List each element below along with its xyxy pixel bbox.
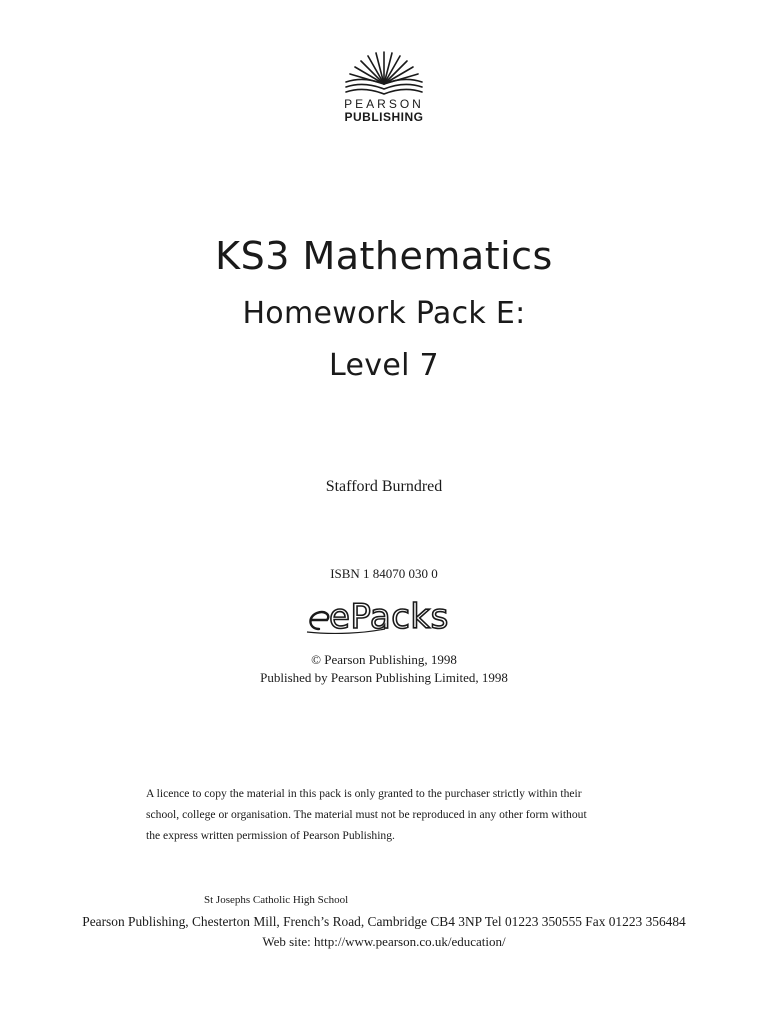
publisher-logo (334, 48, 434, 124)
copyright-notice: © Pearson Publishing, 1998 (311, 652, 457, 667)
open-book-icon (342, 48, 426, 96)
logo-text-publishing: PUBLISHING (344, 110, 424, 124)
publisher-address: Pearson Publishing, Chesterton Mill, French’s Road, Cambridge CB4 3NP Tel 01223 350555 Fax 01223 356484 (82, 914, 686, 929)
book-subtitle-level: Level 7 (329, 348, 439, 383)
epacks-logo-text: ePacks (329, 597, 449, 635)
publisher-website: Web site: http://www.pearson.co.uk/education/ (262, 934, 506, 949)
licence-notice (146, 783, 636, 846)
licence-line: the express written permission of Pearson Publishing. (146, 829, 395, 842)
licence-line: A licence to copy the material in this pack is only granted to the purchaser strictly within their (146, 787, 582, 800)
epacks-logo (305, 593, 465, 635)
logo-text-pearson: PEARSON (344, 97, 424, 111)
licence-line: school, college or organisation. The material must not be reproduced in any other form without (146, 808, 587, 821)
publication-notice: Published by Pearson Publishing Limited, 1998 (260, 670, 508, 685)
book-title: KS3 Mathematics (215, 234, 553, 278)
isbn: ISBN 1 84070 030 0 (330, 566, 438, 581)
author-name: Stafford Burndred (325, 478, 443, 495)
licensee-name: St Josephs Catholic High School (204, 894, 349, 906)
book-subtitle-pack: Homework Pack E: (242, 296, 526, 331)
